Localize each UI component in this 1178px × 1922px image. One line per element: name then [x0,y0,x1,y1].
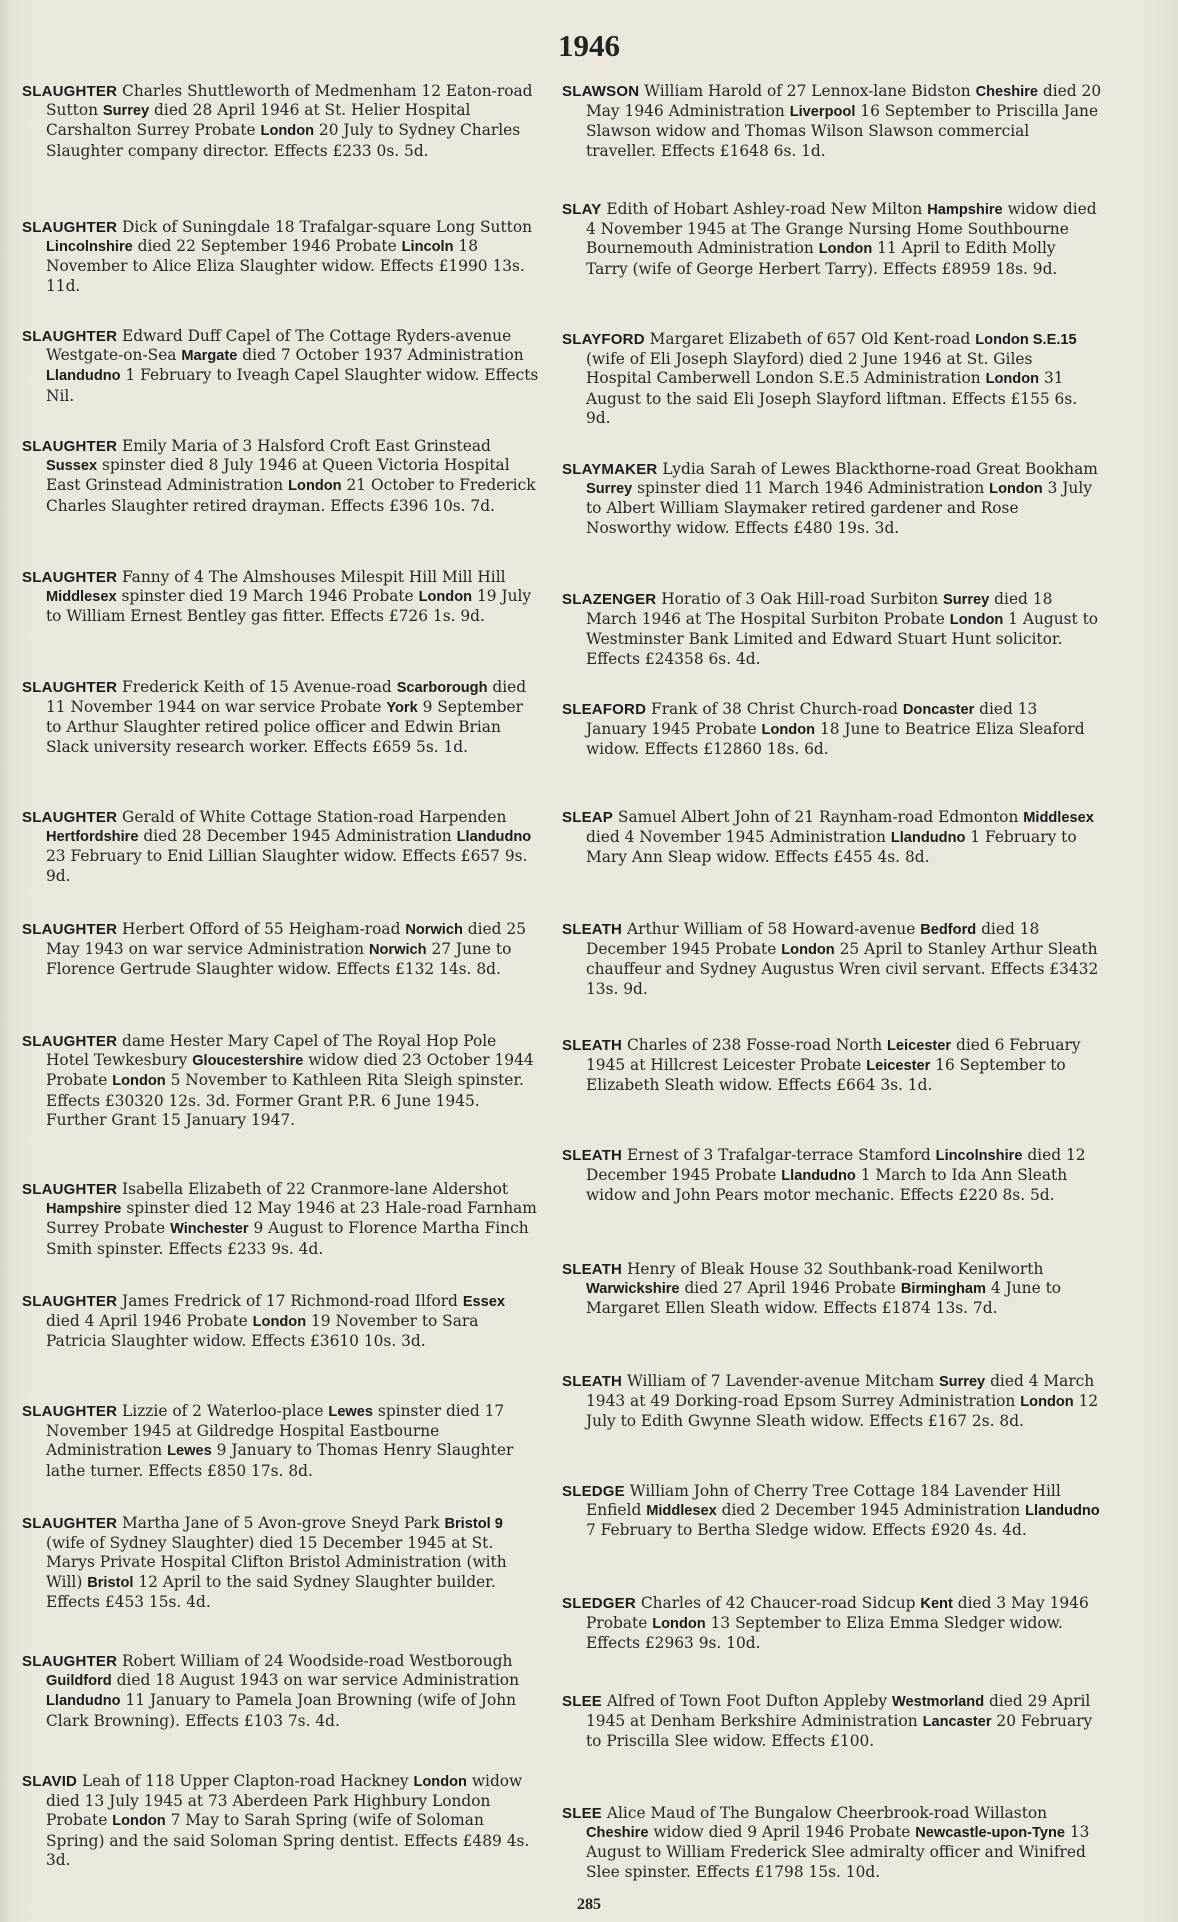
entry-place: Norwich [368,942,427,959]
entry-text: SLAY Edith of Hobart Ashley-road New Milton Hampshire widow died 4 November 1945 at The Grange Nursing Home Southbourne Bournemouth Administration London 11 April to Edith Molly Tarry (wife of George Herbert Tarry). Effects £8959 18s. 9d. [562,200,1097,278]
entry-place: Liverpool [789,104,856,121]
entry-place: London [818,241,873,258]
entry-surname: SLEAFORD [562,701,647,718]
entry-surname: SLAUGHTER [22,83,118,100]
entry-place: London [260,123,315,140]
entry-surname: SLEATH [562,1261,623,1278]
entry-place: Leicester [887,1038,952,1054]
entry-surname: SLAYFORD [562,331,645,348]
entry-surname: SLAUGHTER [22,328,118,345]
entry-place: London [112,1073,166,1090]
entry [22,1032,542,1130]
entry-text: SLEATH Henry of Bleak House 32 Southbank-road Kenilworth Warwickshire died 27 April 1946 Probate Birmingham 4 June to Margaret Ellen Sleath widow. Effects £1874 13s. 7d. [562,1260,1062,1318]
entry [22,920,542,980]
entry [22,218,542,296]
entry [562,700,1102,760]
entry-place: Warwickshire [586,1281,680,1298]
entry-text: SLEATH Charles of 238 Fosse-road North Leicester died 6 February 1945 at Hillcrest Leicester Probate Leicester 16 September to Elizabeth Sleath widow. Effects £664 3s. 1d. [562,1036,1081,1095]
entry-text: SLEE Alfred of Town Foot Dufton Appleby Westmorland died 29 April 1945 at Denham Berkshire Administration Lancaster 20 February to Priscilla Slee widow. Effects £100. [562,1692,1093,1751]
entry-text: SLAUGHTER Edward Duff Capel of The Cottage Ryders-avenue Westgate-on-Sea Margate died 7 October 1937 Administration Llandudno 1 February to Iveagh Capel Slaughter widow. Effects Nil. [22,327,539,405]
entry [22,1180,542,1259]
entry-place: Middlesex [1023,810,1094,826]
entry-surname: SLAUGHTER [22,1181,118,1198]
entry-place: London [1020,1394,1074,1411]
entry-place: Sussex [46,458,98,475]
entry-place: Lewes [167,1443,212,1460]
entry-place: Lancaster [922,1714,992,1731]
entry-surname: SLAVID [22,1773,78,1790]
entry-text: SLAUGHTER Gerald of White Cottage Station-road Harpenden Hertfordshire died 28 December 1945 Administration Llandudno 23 February to Enid Lillian Slaughter widow. Effects £657 9s. 9d. [22,808,532,885]
entry-surname: SLAUGHTER [22,921,118,938]
entry-place: Hampshire [46,1201,122,1218]
entry-place: Llandudno [456,829,532,846]
entry-surname: SLEAP [562,809,614,826]
entry-place: Surrey [943,592,990,608]
entry [562,1594,1102,1654]
entry-surname: SLAUGHTER [22,1293,118,1310]
entry [22,1652,542,1731]
entry [562,82,1102,161]
entry-place: Lincolnshire [935,1148,1023,1164]
entry-place: York [386,700,418,717]
entry-text: SLAUGHTER Isabella Elizabeth of 22 Cranmore-lane Aldershot Hampshire spinster died 12 May 1946 at 23 Hale-road Farnham Surrey Probate Winchester 9 August to Florence Martha Finch Smith spinster. Effects £233 9s. 4d. [22,1180,537,1258]
entry [22,1292,542,1352]
entry [22,568,542,627]
entry-place: Middlesex [646,1503,717,1520]
entry-place: Birmingham [900,1281,987,1298]
entry-place: London [781,942,835,959]
entry-place: Surrey [938,1374,986,1390]
entry-place: London [288,478,342,495]
entry [562,1482,1102,1541]
entry-place: Bedford [920,922,977,938]
entry-text: SLEATH Arthur William of 58 Howard-avenue Bedford died 18 December 1945 Probate London 25 April to Stanley Arthur Sleath chauffeur and Sydney Augustus Wren civil servant. Effects £3432 13s. 9d. [562,920,1099,998]
entry-place: Middlesex [46,589,117,606]
entry-text: SLAUGHTER Martha Jane of 5 Avon-grove Sneyd Park Bristol 9 (wife of Sydney Slaughter) died 15 December 1945 at St. Marys Private Hospital Clifton Bristol Administration (with Will) Bristol 12 April to the said Sydney Slaughter builder. Effects £453 15s. 4d. [22,1514,507,1611]
entry-place: London [418,589,473,606]
entry [562,1260,1102,1319]
entry-place: Norwich [405,922,463,938]
entry-place: Llandudno [46,368,121,385]
entry-surname: SLAUGHTER [22,219,118,236]
entry-surname: SLAUGHTER [22,438,118,455]
entry-surname: SLAUGHTER [22,569,118,586]
entry-text: SLEAFORD Frank of 38 Christ Church-road Doncaster died 13 January 1945 Probate London 18 June to Beatrice Eliza Sleaford widow. Effects £12860 18s. 6d. [562,700,1085,759]
entry-text: SLEATH Ernest of 3 Trafalgar-terrace Stamford Lincolnshire died 12 December 1945 Probate Llandudno 1 March to Ida Ann Sleath widow and John Pears motor mechanic. Effects £220 8s. 5d. [562,1146,1086,1205]
entry-place: London [252,1314,307,1331]
entry-place: Lincoln [401,239,454,256]
entry-place: Llandudno [890,830,966,847]
entry-place: London [949,612,1004,629]
entry-surname: SLEATH [562,1037,623,1054]
entry-surname: SLEATH [562,1147,623,1164]
entry-place: London [989,481,1043,498]
entry [562,1036,1102,1096]
entry-place: Essex [462,1294,506,1310]
entry [562,1372,1102,1432]
entry-place: Surrey [102,103,150,120]
entry-surname: SLAYMAKER [562,461,658,478]
entry [22,678,542,757]
entry-place: Lewes [328,1404,374,1420]
entry [22,327,542,406]
entry [562,1692,1102,1752]
entry-place: Margate [181,348,238,365]
entry-text: SLAYFORD Margaret Elizabeth of 657 Old Kent-road London S.E.15 (wife of Eli Joseph Slayford) died 2 June 1946 at St. Giles Hospital Camberwell London S.E.5 Administration London 31 August to the said Eli Joseph Slayford liftman. Effects £155 6s. 9d. [562,330,1078,427]
entry-place: Guildford [46,1673,112,1690]
entry-surname: SLAUGHTER [22,1515,118,1532]
entry [562,1146,1102,1206]
entry-text: SLAYMAKER Lydia Sarah of Lewes Blackthorne-road Great Bookham Surrey spinster died 11 March 1946 Administration London 3 July to Albert William Slaymaker retired gardener and Rose Nosworthy widow. Effects £480 19s. 3d. [562,460,1098,537]
entry-place: Gloucestershire [192,1053,304,1070]
entry-surname: SLEDGE [562,1483,625,1500]
entry-place: Kent [920,1596,953,1612]
entry-surname: SLEATH [562,921,623,938]
entry-text: SLAUGHTER dame Hester Mary Capel of The Royal Hop Pole Hotel Tewkesbury Gloucestershire widow died 23 October 1944 Probate London 5 November to Kathleen Rita Sleigh spinster. Effects £30320 12s. 3d. Former Grant P.R. 6 June 1945. Further Grant 15 January 1947. [22,1032,534,1129]
entry [562,808,1102,868]
entry-surname: SLAWSON [562,83,640,100]
entry-place: London S.E.15 [975,332,1077,348]
entry-place: Cheshire [975,84,1039,100]
entry-place: London [761,722,816,739]
entry-place: Bristol 9 [444,1516,503,1532]
entry-text: SLAVID Leah of 118 Upper Clapton-road Hackney London widow died 13 July 1945 at 73 Aberdeen Park Highbury London Probate London 7 May to Sarah Spring (wife of Soloman Spring) and the said Soloman Spring dentist. Effects £489 4s. 3d. [22,1772,530,1869]
entry-surname: SLEDGER [562,1595,636,1612]
entry-place: Llandudno [1025,1503,1100,1520]
entry-place: Lincolnshire [46,239,133,256]
entry-place: Newcastle-upon-Tyne [915,1825,1065,1842]
entry-text: SLAUGHTER Charles Shuttleworth of Medmenham 12 Eaton-road Sutton Surrey died 28 April 1946 at St. Helier Hospital Carshalton Surrey Probate London 20 July to Sydney Charles Slaughter company director. Effects £233 0s. 5d. [22,82,533,160]
entry [22,1514,542,1612]
entry-place: London [652,1616,706,1633]
entry-text: SLAUGHTER Emily Maria of 3 Halsford Croft East Grinstead Sussex spinster died 8 July 1946 at Queen Victoria Hospital East Grinstead Administration London 21 October to Frederick Charles Slaughter retired drayman. Effects £396 10s. 7d. [22,437,536,515]
entry [22,1772,542,1870]
entry-surname: SLEE [562,1693,602,1710]
entry [22,808,542,886]
entry-place: London [985,371,1040,388]
entry-place: Winchester [170,1221,249,1238]
entry-text: SLAWSON William Harold of 27 Lennox-lane Bidston Cheshire died 20 May 1946 Administration Liverpool 16 September to Priscilla Jane Slawson widow and Thomas Wilson Slawson commercial traveller. Effects £1648 6s. 1d. [562,82,1102,160]
entry-text: SLEATH William of 7 Lavender-avenue Mitcham Surrey died 4 March 1943 at 49 Dorking-road Epsom Surrey Administration London 12 July to Edith Gwynne Sleath widow. Effects £167 2s. 8d. [562,1372,1099,1431]
entry-surname: SLEE [562,1805,602,1822]
entry-place: Surrey [586,481,633,498]
entry-surname: SLAUGHTER [22,809,118,826]
entry [22,437,542,516]
entry-place: Hertfordshire [46,829,139,846]
entry-surname: SLAY [562,201,602,218]
entry-surname: SLEATH [562,1373,623,1390]
entry-text: SLAUGHTER Robert William of 24 Woodside-road Westborough Guildford died 18 August 1943 on war service Administration Llandudno 11 January to Pamela Joan Browning (wife of John Clark Browning). Effects £103 7s. 4d. [22,1652,519,1730]
entry-place: Llandudno [46,1693,121,1710]
entry-surname: SLAUGHTER [22,1653,118,1670]
entry [562,330,1102,428]
entry-text: SLEAP Samuel Albert John of 21 Raynham-road Edmonton Middlesex died 4 November 1945 Administration Llandudno 1 February to Mary Ann Sleap widow. Effects £455 4s. 8d. [562,808,1094,867]
entry-text: SLEDGE William John of Cherry Tree Cottage 184 Lavender Hill Enfield Middlesex died 2 December 1945 Administration Llandudno 7 February to Bertha Sledge widow. Effects £920 4s. 4d. [562,1482,1100,1540]
entry-place: Leicester [866,1058,931,1075]
entry-text: SLAUGHTER Lizzie of 2 Waterloo-place Lewes spinster died 17 November 1945 at Gildredge Hospital Eastbourne Administration Lewes 9 January to Thomas Henry Slaughter lathe turner. Effects £850 17s. 8d. [22,1402,514,1480]
entry [22,1402,542,1481]
entry-place: Llandudno [781,1168,856,1185]
entry-place: Hampshire [927,202,1003,218]
entry [562,200,1102,279]
entry [562,920,1102,999]
entry-place: Westmorland [891,1694,985,1710]
entry-text: SLEE Alice Maud of The Bungalow Cheerbrook-road Willaston Cheshire widow died 9 April 1946 Probate Newcastle-upon-Tyne 13 August to William Frederick Slee admiralty officer and Winifred Slee spinster. Effects £1798 15s. 10d. [562,1804,1090,1881]
entry-place: Doncaster [902,702,975,718]
entry-surname: SLAUGHTER [22,1403,118,1420]
entry-surname: SLAZENGER [562,591,657,608]
entry-place: London [112,1813,166,1830]
entry-place: London [413,1774,467,1790]
entry-text: SLAUGHTER Frederick Keith of 15 Avenue-road Scarborough died 11 November 1944 on war service Probate York 9 September to Arthur Slaughter retired police officer and Edwin Brian Slack university research worker. Effects £659 5s. 1d. [22,678,527,756]
entry-text: SLEDGER Charles of 42 Chaucer-road Sidcup Kent died 3 May 1946 Probate London 13 September to Eliza Emma Sledger widow. Effects £2963 9s. 10d. [562,1594,1089,1653]
entry-text: SLAUGHTER Fanny of 4 The Almshouses Milespit Hill Mill Hill Middlesex spinster died 19 March 1946 Probate London 19 July to William Ernest Bentley gas fitter. Effects £726 1s. 9d. [22,568,532,626]
entry-place: Scarborough [396,680,488,696]
entry-surname: SLAUGHTER [22,679,118,696]
page-year-heading: 1946 [558,28,620,63]
entry-text: SLAUGHTER Herbert Offord of 55 Heigham-road Norwich died 25 May 1943 on war service Administration Norwich 27 June to Florence Gertrude Slaughter widow. Effects £132 14s. 8d. [22,920,526,979]
page-number: 285 [577,1896,601,1913]
entry-place: Bristol [87,1574,134,1591]
entry [562,590,1102,669]
entry-place: Cheshire [586,1825,649,1842]
entry [22,82,542,161]
entry-text: SLAUGHTER Dick of Suningdale 18 Trafalgar-square Long Sutton Lincolnshire died 22 September 1946 Probate Lincoln 18 November to Alice Eliza Slaughter widow. Effects £1990 13s. 11d. [22,218,533,295]
entry [562,460,1102,538]
entry [562,1804,1102,1882]
entry-surname: SLAUGHTER [22,1033,118,1050]
entry-text: SLAUGHTER James Fredrick of 17 Richmond-road Ilford Essex died 4 April 1946 Probate London 19 November to Sara Patricia Slaughter widow. Effects £3610 10s. 3d. [22,1292,506,1351]
entry-text: SLAZENGER Horatio of 3 Oak Hill-road Surbiton Surrey died 18 March 1946 at The Hospital Surbiton Probate London 1 August to Westminster Bank Limited and Edward Stuart Hunt solicitor. Effects £24358 6s. 4d. [562,590,1099,668]
